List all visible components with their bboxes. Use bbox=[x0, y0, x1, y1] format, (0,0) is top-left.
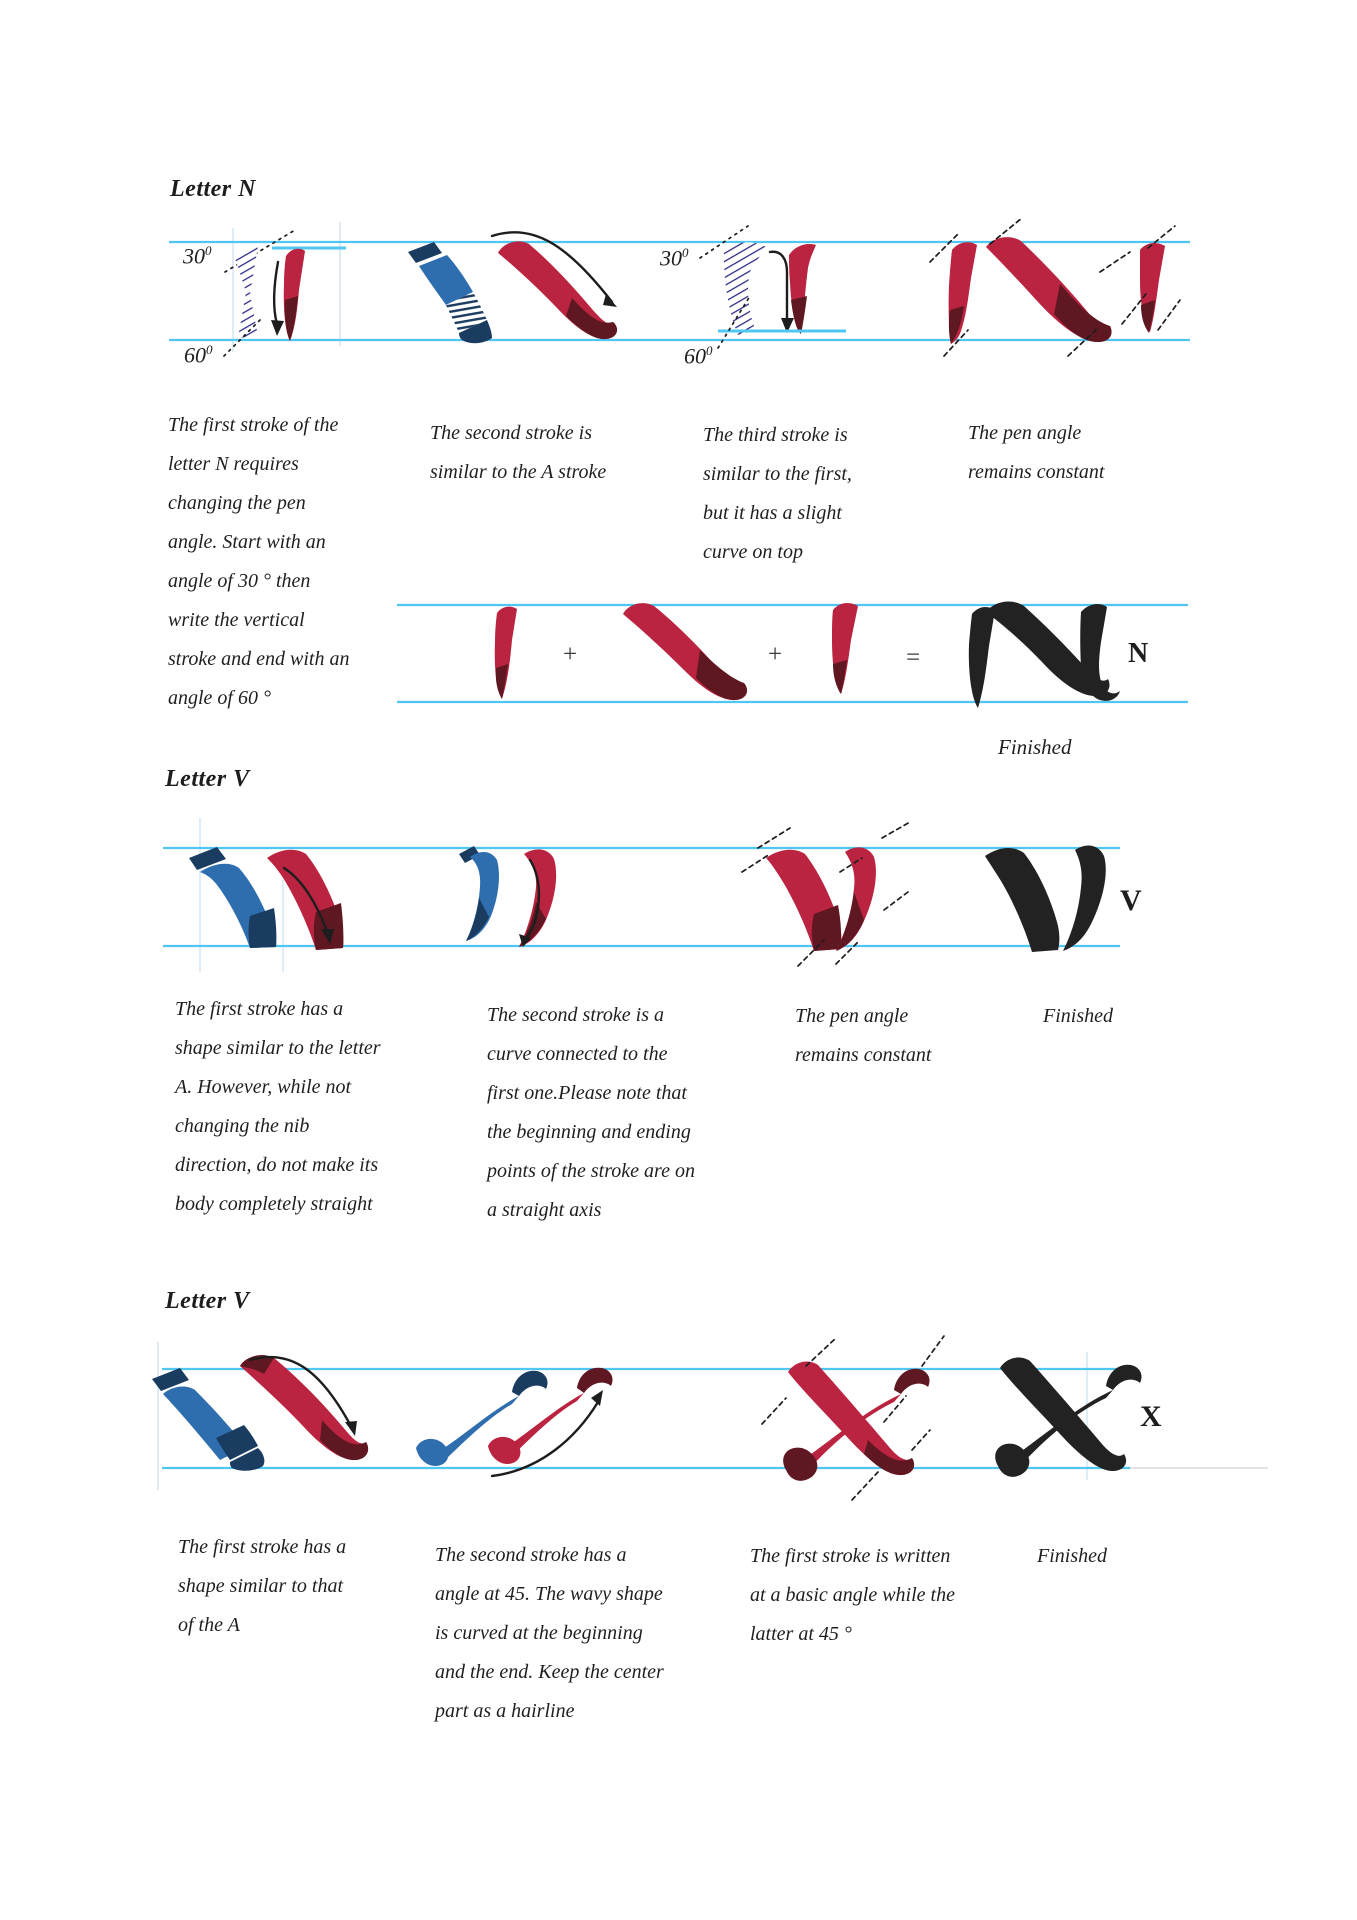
pen-angle-dashes bbox=[922, 1336, 944, 1366]
pen-angle-dashes bbox=[882, 822, 910, 838]
angle-label-30: $30^0$ bbox=[183, 243, 212, 269]
n-panel-third-stroke bbox=[700, 226, 846, 348]
pen-angle-dashes bbox=[912, 1430, 930, 1450]
dark-tip bbox=[1054, 284, 1112, 342]
angle-label-60: $60^0$ bbox=[184, 342, 213, 368]
red-stroke-dark-tip bbox=[791, 296, 807, 334]
equation-stroke-3 bbox=[832, 603, 858, 694]
x-panel-first-stroke bbox=[152, 1355, 368, 1471]
pen-angle-dashes bbox=[742, 854, 770, 872]
blue-wave-bottom-cap bbox=[416, 1439, 448, 1466]
red-curve-stroke bbox=[519, 849, 556, 947]
caption-x-second-stroke: The second stroke has a angle at 45. The wavy shape is curved at the beginning and the end. Keep the center part as a hairline bbox=[435, 1544, 664, 1722]
blue-curve-stroke bbox=[466, 852, 499, 941]
dark-tip bbox=[864, 1440, 914, 1475]
pen-angle-dashes bbox=[806, 1338, 836, 1366]
pen-angle-dashes bbox=[852, 1472, 878, 1500]
caption-v-pen-angle: The pen angle remains constant bbox=[795, 1005, 932, 1066]
caption-n-pen-angle: The pen angle remains constant bbox=[968, 422, 1105, 483]
n-panel-second-stroke bbox=[408, 232, 617, 343]
pen-angle-dashes bbox=[762, 1398, 786, 1424]
finished-black-letter-n bbox=[969, 601, 1120, 708]
section-heading-letter-v: Letter V bbox=[165, 766, 250, 792]
equals-operator: = bbox=[906, 644, 921, 671]
direction-arrow bbox=[770, 252, 787, 322]
equation-stroke-2 bbox=[623, 603, 747, 700]
pen-angle-dotted-line bbox=[225, 230, 295, 272]
red-wave-top-cap bbox=[577, 1368, 613, 1393]
x-panel-pen-angle bbox=[762, 1336, 944, 1500]
finished-black-letter-v bbox=[985, 845, 1106, 952]
caption-n-second-stroke: The second stroke is similar to the A stroke bbox=[430, 422, 607, 483]
blue-wave-top-cap bbox=[512, 1371, 548, 1396]
letter-n-assembly-diagram bbox=[390, 590, 1200, 715]
finished-black-letter-x bbox=[995, 1357, 1141, 1476]
pen-angle-dashes bbox=[1158, 300, 1180, 330]
arrowhead bbox=[271, 320, 284, 336]
caption-n-third-stroke: The third stroke is similar to the first, but it has a slight curve on top bbox=[703, 424, 852, 563]
plus-operator: + bbox=[563, 641, 578, 668]
letter-label-n: N bbox=[1128, 638, 1149, 669]
hatched-nib-stroke bbox=[234, 246, 258, 338]
red-x-top-cap bbox=[894, 1369, 930, 1394]
section-heading-letter-x: Letter V bbox=[165, 1288, 250, 1314]
arrowhead bbox=[603, 294, 617, 307]
letter-n-stroke-diagrams bbox=[140, 215, 1210, 380]
angle-label-30: $30^0$ bbox=[660, 245, 689, 271]
hatched-nib-stroke bbox=[724, 242, 766, 335]
caption-n-first-stroke: The first stroke of the letter N requires changing the pen angle. Start with an angle of 30 ° then write the vertical stroke and end with an angle of 60 ° bbox=[168, 414, 350, 709]
plus-operator: + bbox=[768, 641, 783, 668]
section-heading-letter-n: Letter N bbox=[170, 176, 256, 202]
pen-angle-dashes bbox=[1100, 252, 1130, 272]
caption-v-first-stroke: The first stroke has a shape similar to the letter A. However, while not changing the nib direction, do not make its body completely straight bbox=[175, 998, 381, 1215]
x-panel-second-stroke bbox=[416, 1368, 613, 1476]
caption-v-second-stroke: The second stroke is a curve connected to the first one.Please note that the beginning and ending points of the stroke are on a straight axis bbox=[487, 1004, 695, 1221]
v-panel-first-stroke bbox=[189, 847, 343, 950]
caption-x-finished: Finished bbox=[1037, 1545, 1107, 1567]
finished-label: Finished bbox=[998, 735, 1072, 759]
angle-label-60: $60^0$ bbox=[684, 343, 713, 369]
direction-arrow bbox=[274, 262, 278, 324]
red-x-bottom-foot bbox=[783, 1448, 817, 1481]
pen-angle-dashes bbox=[758, 828, 790, 848]
letter-label-v: V bbox=[1120, 884, 1142, 917]
pen-angle-dashes bbox=[884, 892, 908, 910]
n-panel-pen-angle bbox=[930, 218, 1180, 356]
letter-v-stroke-diagrams bbox=[140, 820, 1210, 975]
n-panel-first-stroke bbox=[224, 230, 346, 356]
caption-v-finished: Finished bbox=[1043, 1005, 1113, 1027]
equation-stroke-1 bbox=[495, 607, 517, 699]
v-panel-second-stroke bbox=[459, 846, 556, 947]
letter-label-x: X bbox=[1140, 1400, 1162, 1433]
red-stroke-dark-tip bbox=[285, 296, 298, 341]
letter-x-stroke-diagrams bbox=[130, 1330, 1290, 1510]
caption-x-third-stroke: The first stroke is written at a basic angle while the latter at 45 ° bbox=[750, 1545, 955, 1645]
v-panel-pen-angle bbox=[742, 822, 910, 966]
caption-x-first-stroke: The first stroke has a shape similar to that of the A bbox=[178, 1536, 347, 1636]
